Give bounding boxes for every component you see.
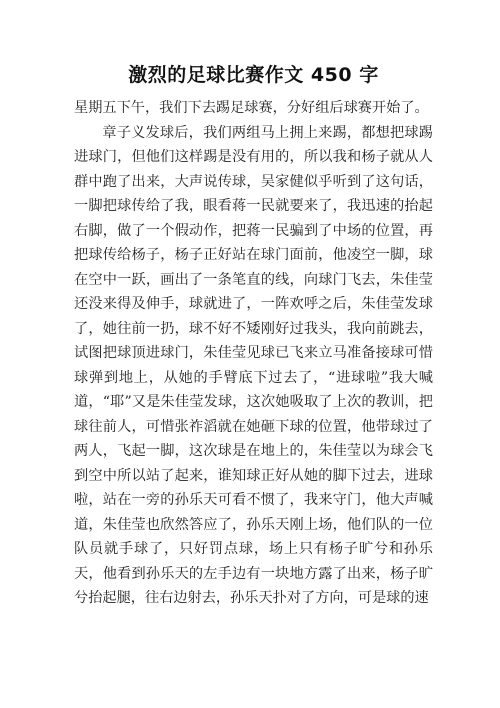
- document-body: [74, 96, 433, 686]
- document-title: 激烈的足球比赛作文 450 字: [128, 64, 379, 86]
- paragraph-intro: 星期五下午，我们下去踢足球赛，分好组后球赛开始了。: [74, 100, 429, 116]
- paragraph-match: 章子义发球后，我们两组马上拥上来踢，都想把球踢进球门，但他们这样踢是没有用的，所以我和杨子就从人群中跑了出来，大声说传球，吴家健似乎听到了这句话，一脚把球传给了我，眼看蒋一民就要来了，我迅速的抬起右脚，做了一个假动作，把蒋一民骗到了中场的位置，再把球传给杨子，杨子正好站在球门面前，他凌空一脚，球在空中一跃，画出了一条笔直的线，向球门飞去，朱佳莹还没来得及伸手，球就进了，一阵欢呼之后，朱佳莹发球了，她往前一扔，球不好不矮刚好过我头，我向前跳去，试图把球顶进球门，朱佳莹见球已飞来立马准备接球可惜球弹到地上，从她的手臂底下过去了，“进球啦”我大喊道，“耶”又是朱佳莹发球，这次她吸取了上次的教训，把球往前人，可惜张祚滔就在她砸下球的位置，他带球过了两人，飞起一脚，这次球是在地上的，朱佳莹以为球会飞到空中所以站了起来，谁知球正好从她的脚下过去，进球啦，站在一旁的孙乐天可看不惯了，我来守门，他大声喊道，朱佳莹也欣然答应了，孙乐天刚上场，他们队的一位队员就手球了，只好罚点球，场上只有杨子旷兮和孙乐天，他看到孙乐天的左手边有一块地方露了出来，杨子旷兮抬起腿，往右边射去，孙乐天扑对了方向，可是球的速: [74, 124, 433, 606]
